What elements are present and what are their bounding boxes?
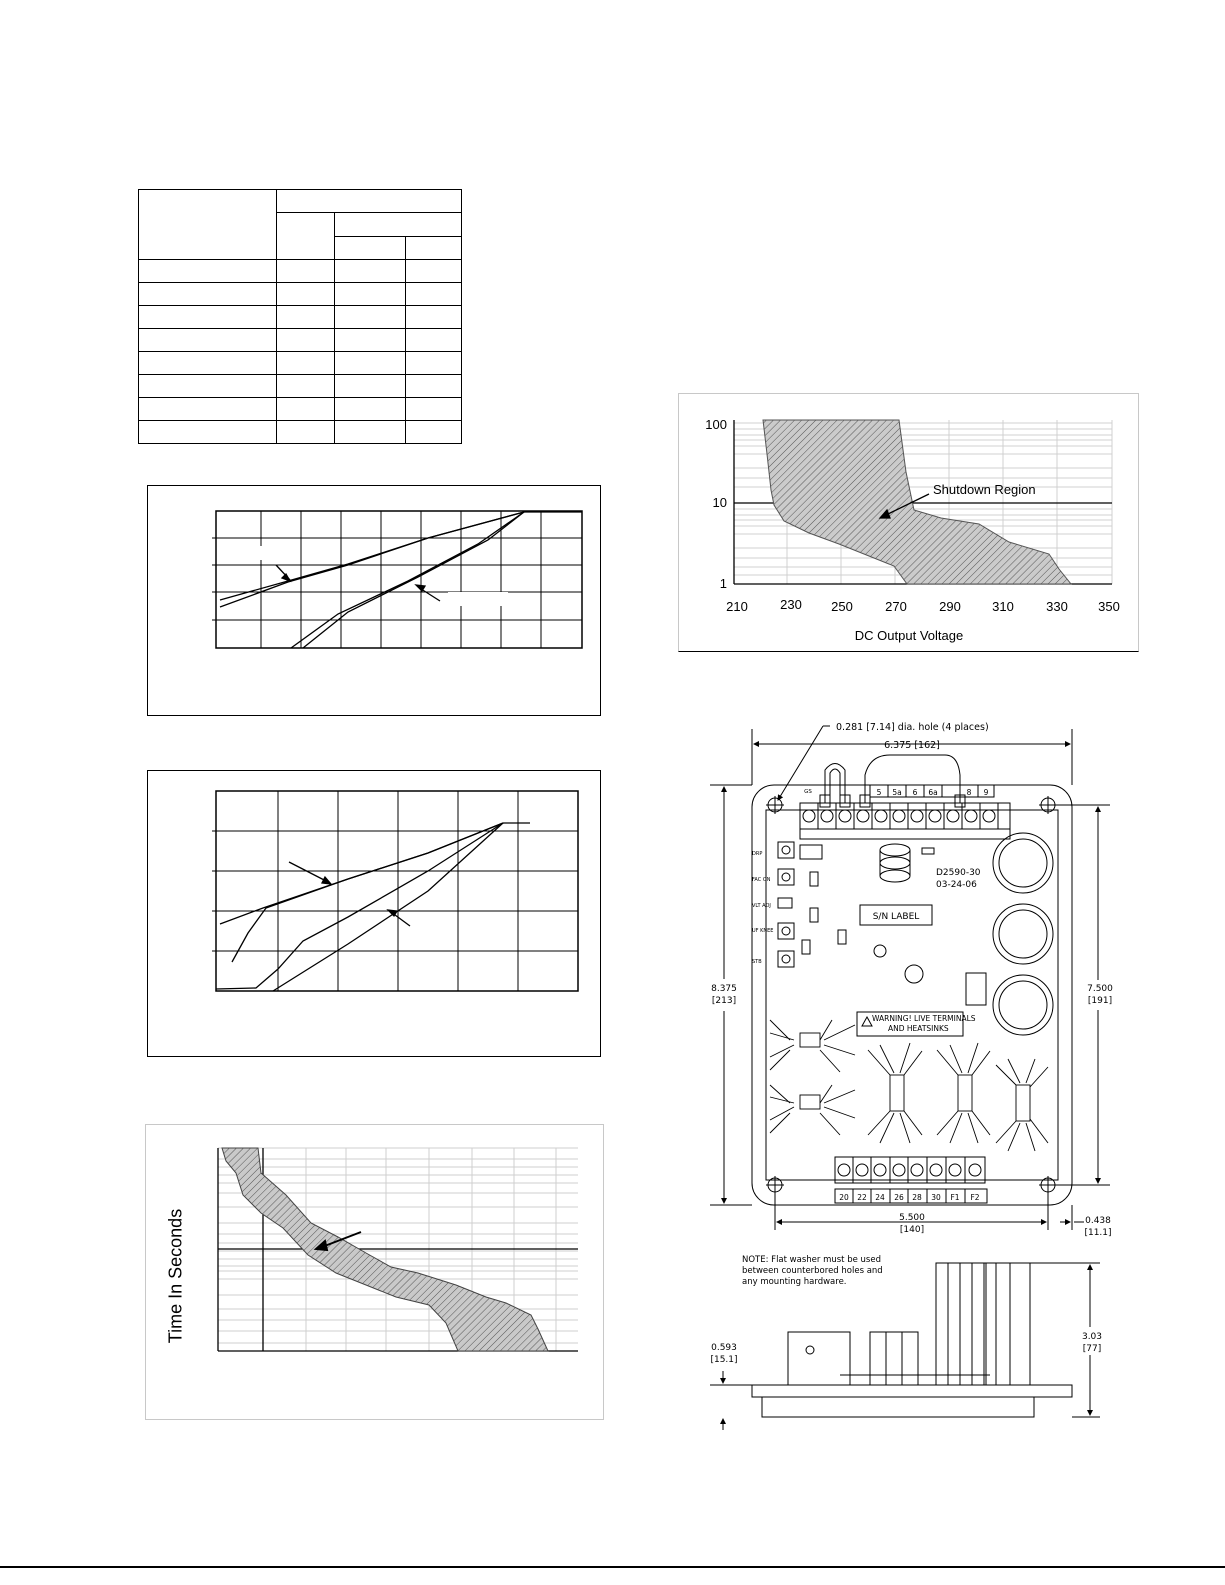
terminal-label: F2 bbox=[970, 1193, 980, 1202]
y-tick-10: 10 bbox=[712, 495, 727, 510]
total-height-dim-mm: [77] bbox=[1082, 1344, 1102, 1354]
x-tick: 330 bbox=[1046, 599, 1068, 614]
y-tick-100: 100 bbox=[705, 417, 727, 432]
overexcitation-plot bbox=[146, 1125, 603, 1419]
terminal-label: 24 bbox=[875, 1193, 885, 1202]
response-chart-1-plot bbox=[148, 486, 600, 715]
terminal-label: 5a bbox=[892, 788, 902, 797]
table-row bbox=[139, 352, 462, 375]
pot-label: STB bbox=[752, 959, 762, 965]
part-date: 03-24-06 bbox=[936, 880, 977, 890]
table-row bbox=[139, 260, 462, 283]
x-tick: 350 bbox=[1098, 599, 1120, 614]
table-row bbox=[139, 283, 462, 306]
hole-spacing-v-dim-mm: [191] bbox=[1087, 996, 1113, 1006]
x-tick: 210 bbox=[726, 599, 748, 614]
terminal-label: 6 bbox=[912, 788, 918, 797]
response-chart-1 bbox=[147, 485, 601, 716]
mounting-note-1: NOTE: Flat washer must be used bbox=[742, 1255, 881, 1265]
shutdown-chart bbox=[678, 393, 1139, 652]
total-height-dim: 3.03 bbox=[1081, 1332, 1103, 1342]
hole-spacing-h-dim-mm: [140] bbox=[899, 1225, 925, 1235]
edge-offset-dim: 0.438 bbox=[1085, 1216, 1111, 1226]
curve-label-mask bbox=[448, 592, 508, 606]
terminal-label: 8 bbox=[966, 788, 972, 797]
y-tick-1: 1 bbox=[719, 576, 727, 591]
edge-offset-dim-mm: [11.1] bbox=[1084, 1228, 1112, 1238]
pot-label: UF KNEE bbox=[752, 928, 774, 934]
spec-table bbox=[138, 189, 462, 444]
shutdown-annotation: Shutdown Region bbox=[933, 482, 1036, 497]
x-axis-label: DC Output Voltage bbox=[854, 628, 964, 643]
hole-spacing-h-dim: 5.500 bbox=[899, 1213, 925, 1223]
x-tick: 310 bbox=[992, 599, 1014, 614]
sn-label: S/N LABEL bbox=[872, 912, 920, 922]
dimension-drawing bbox=[690, 715, 1130, 1433]
x-tick: 250 bbox=[831, 599, 853, 614]
page-footer-rule bbox=[0, 1566, 1225, 1568]
table-row bbox=[139, 329, 462, 352]
terminal-label: 26 bbox=[894, 1193, 904, 1202]
pot-label: VLT ADJ bbox=[752, 903, 771, 909]
y-axis-label: Time In Seconds bbox=[165, 1208, 186, 1344]
pot-label: DRP bbox=[752, 851, 763, 857]
base-height-dim-mm: [15.1] bbox=[710, 1355, 738, 1365]
x-tick: 270 bbox=[885, 599, 907, 614]
table-row bbox=[139, 398, 462, 421]
shutdown-plot bbox=[679, 394, 1138, 651]
pot-label: FAC ON bbox=[752, 877, 771, 883]
overall-width-dim: 6.375 [162] bbox=[884, 740, 940, 751]
warning-text-1: WARNING! LIVE TERMINALS bbox=[872, 1014, 976, 1023]
base-height-dim: 0.593 bbox=[711, 1343, 737, 1353]
terminal-label: 20 bbox=[839, 1193, 849, 1202]
terminal-label: 22 bbox=[857, 1193, 867, 1202]
terminal-label: 28 bbox=[912, 1193, 922, 1202]
terminal-label: GS bbox=[804, 789, 812, 795]
terminal-label: 30 bbox=[931, 1193, 941, 1202]
mounting-note-2: between counterbored holes and bbox=[742, 1266, 883, 1276]
part-number: D2590-30 bbox=[936, 868, 981, 878]
terminal-label: 9 bbox=[983, 788, 989, 797]
table-row bbox=[139, 375, 462, 398]
hole-spacing-v-dim: 7.500 bbox=[1087, 984, 1113, 994]
table-row bbox=[139, 421, 462, 444]
overall-height-dim: 8.375 bbox=[711, 984, 737, 994]
x-tick: 230 bbox=[780, 597, 802, 612]
overexcitation-chart bbox=[145, 1124, 604, 1420]
hole-note: 0.281 [7.14] dia. hole (4 places) bbox=[836, 722, 989, 733]
terminal-label: 6a bbox=[928, 788, 938, 797]
response-chart-2 bbox=[147, 770, 601, 1057]
overall-height-dim-mm: [213] bbox=[711, 996, 737, 1006]
x-tick: 290 bbox=[939, 599, 961, 614]
terminal-label: F1 bbox=[950, 1193, 960, 1202]
terminal-label: 5 bbox=[876, 788, 882, 797]
warning-text-2: AND HEATSINKS bbox=[888, 1024, 949, 1033]
curve-label-mask bbox=[248, 546, 284, 560]
response-chart-2-plot bbox=[148, 771, 600, 1056]
mounting-note-3: any mounting hardware. bbox=[742, 1277, 847, 1287]
table-row bbox=[139, 306, 462, 329]
